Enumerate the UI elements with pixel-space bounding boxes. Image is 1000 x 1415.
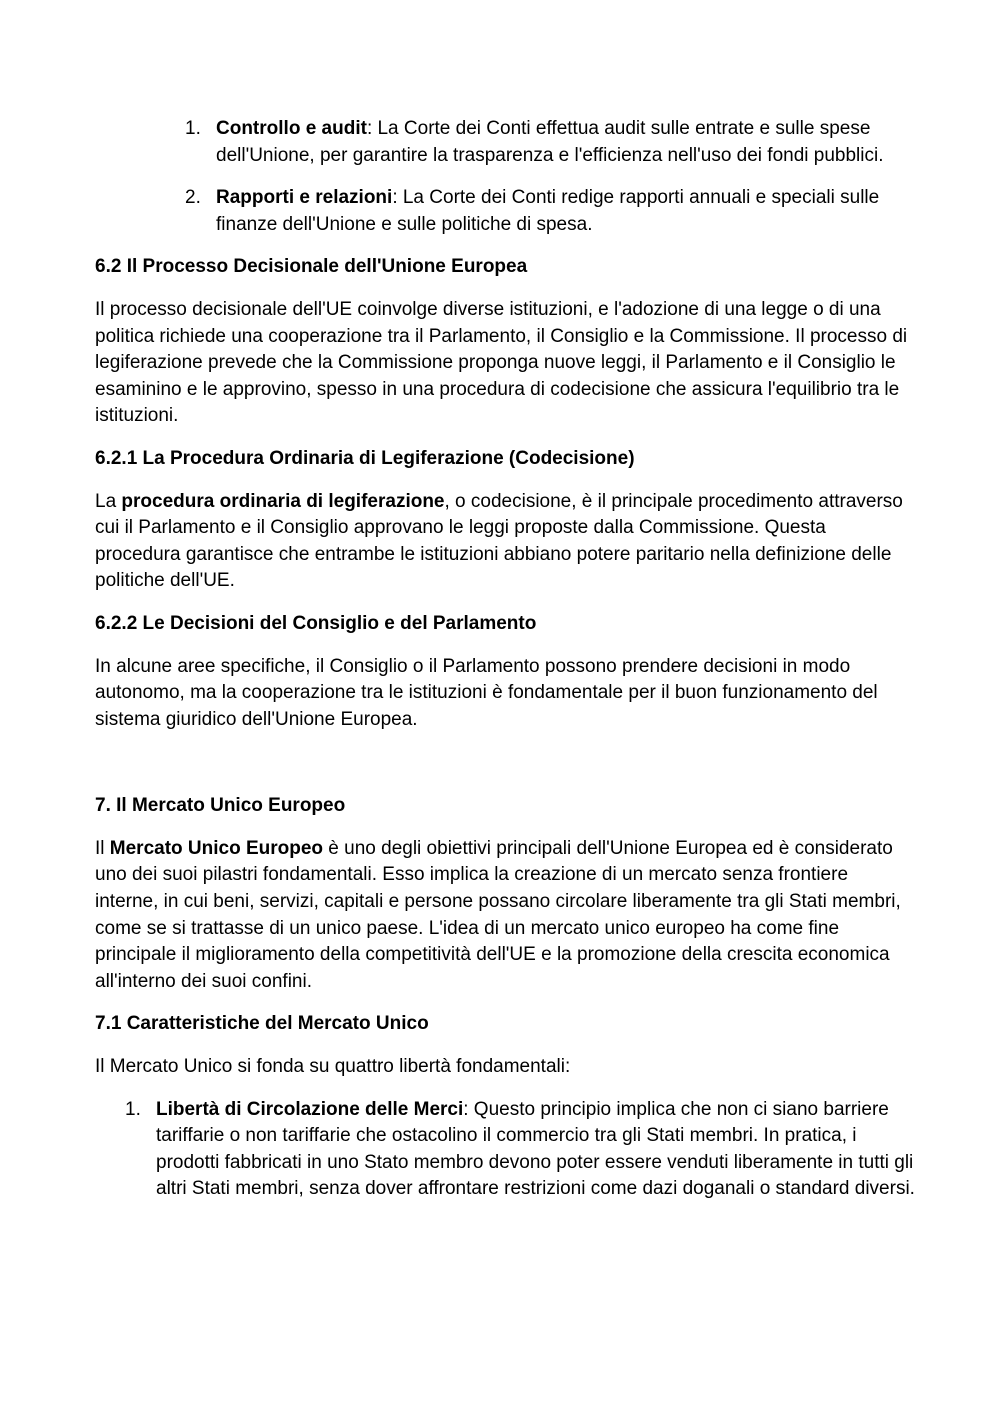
text-fragment: La (95, 490, 122, 512)
list-item-text (216, 185, 916, 238)
paragraph-7-1: Il Mercato Unico si fonda su quattro libertà fondamentali: (95, 1056, 571, 1078)
document-content (95, 116, 915, 1219)
section-heading-6-2-1: 6.2.1 La Procedura Ordinaria di Legiferazione (Codecisione) (95, 447, 635, 469)
paragraph-6-2: Il processo decisionale dell'UE coinvolge diverse istituzioni, e l'adozione di una legge o di una politica richiede una cooperazione tra il Parlamento, il Consiglio e la Commissione. Il processo di legiferazione prevede che la Commissione proponga nuove leggi, il Parlamento e il Consiglio le esaminino e le approvino, spesso in una procedura di codecisione che assicura l'equilibrio tra le istituzioni. (95, 298, 908, 427)
audit-list (185, 116, 916, 238)
section-heading-7-1: 7.1 Caratteristiche del Mercato Unico (95, 1013, 429, 1035)
list-item-desc: : La Corte dei Conti effettua audit sulle entrate e sulle spese dell'Unione, per garantire la trasparenza e l'efficienza nell'uso dei fondi pubblici. (216, 118, 884, 166)
list-item-term: Libertà di Circolazione delle Merci (156, 1098, 464, 1120)
paragraph-7 (95, 836, 915, 996)
list-item (185, 116, 916, 169)
bold-term: Mercato Unico Europeo (109, 837, 324, 859)
list-number: 1. (185, 118, 201, 139)
paragraph-6-2-2: In alcune aree specifiche, il Consiglio o il Parlamento possono prendere decisioni in modo autonomo, ma la cooperazione tra le istituzioni è fondamentale per il buon funzionamento del sistema giuridico dell'Unione Europea. (95, 655, 878, 730)
text-fragment: Il (95, 837, 110, 859)
list-item-term: Controllo e audit (216, 118, 367, 139)
list-item-term: Rapporti e relazioni (216, 187, 393, 209)
list-item-desc: : La Corte dei Conti redige rapporti annuali e speciali sulle finanze dell'Unione e sulle politiche di spesa. (216, 187, 880, 235)
list-item-text (216, 116, 916, 169)
list-item (125, 1097, 916, 1203)
blank-spacer (95, 749, 915, 793)
section-heading-7: 7. Il Mercato Unico Europeo (95, 795, 346, 817)
paragraph-6-2-1 (95, 489, 915, 595)
text-fragment: , o codecisione, è il principale procedimento attraverso cui il Parlamento e il Consiglio approvano le leggi proposte dalla Commissione. Questa procedura garantisce che entrambe le istituzioni abbiano potere paritario nella definizione delle politiche dell'UE. (95, 490, 903, 592)
list-item (185, 185, 916, 238)
text-fragment: è uno degli obiettivi principali dell'Unione Europea ed è considerato uno dei suoi pilastri fondamentali. Esso implica la creazione di un mercato senza frontiere interne, in cui beni, servizi, capitali e persone possano circolare liberamente tra gli Stati membri, come se si trattasse di un unico paese. L'idea di un mercato unico europeo ha come fine principale il miglioramento della competitività dell'UE e la promozione della crescita economica all'interno dei suoi confini. (95, 837, 901, 992)
section-heading-6-2: 6.2 Il Processo Decisionale dell'Unione Europea (95, 256, 528, 278)
list-number: 1. (125, 1098, 141, 1120)
list-item-desc: : Questo principio implica che non ci siano barriere tariffarie o non tariffarie che ostacolino il commercio tra gli Stati membri. In pratica, i prodotti fabbricati in uno Stato membro devono poter essere venduti liberamente in tutti gli altri Stati membri, senza dover affrontare restrizioni come dazi doganali o standard diversi. (156, 1098, 915, 1200)
list-number: 2. (185, 187, 201, 209)
bold-term: procedura ordinaria di legiferazione (121, 490, 445, 512)
freedoms-list (125, 1097, 916, 1203)
section-heading-6-2-2: 6.2.2 Le Decisioni del Consiglio e del Parlamento (95, 612, 537, 634)
list-item-text (156, 1097, 916, 1203)
